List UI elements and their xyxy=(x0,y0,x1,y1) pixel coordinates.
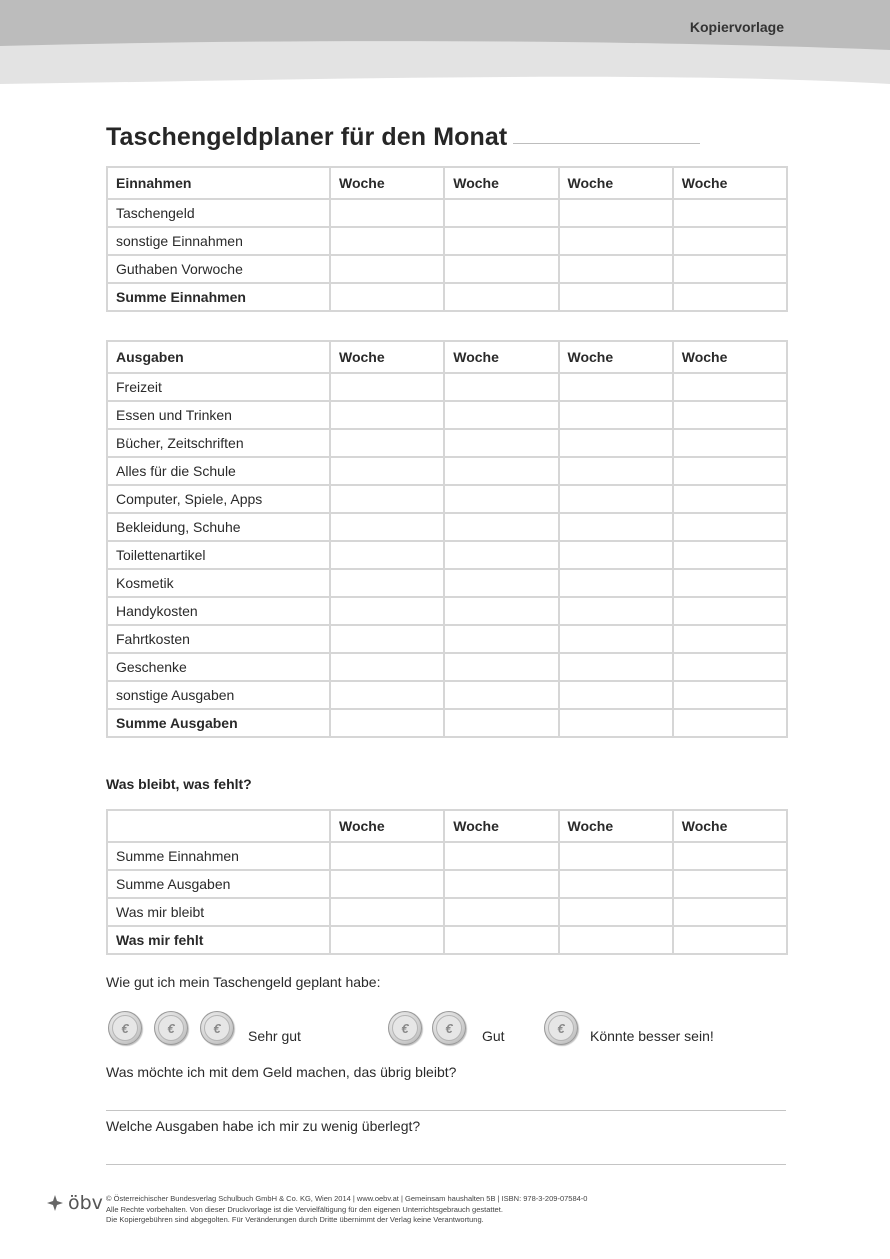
input-cell[interactable] xyxy=(559,597,673,625)
logo-text: öbv xyxy=(68,1192,103,1214)
input-cell[interactable] xyxy=(330,485,444,513)
input-cell[interactable] xyxy=(559,255,673,283)
input-cell[interactable] xyxy=(444,457,558,485)
input-cell[interactable] xyxy=(330,569,444,597)
input-cell[interactable] xyxy=(673,255,787,283)
input-cell[interactable] xyxy=(330,429,444,457)
row-label: Fahrtkosten xyxy=(107,625,330,653)
input-cell[interactable] xyxy=(673,681,787,709)
input-cell[interactable] xyxy=(330,227,444,255)
input-cell[interactable] xyxy=(330,597,444,625)
coin-icon[interactable] xyxy=(432,1011,466,1045)
footer-line: Die Kopiergebühren sind abgegolten. Für Veränderungen durch Dritte übernimmt der Verlag keine Verantwortung. xyxy=(106,1215,484,1224)
input-cell[interactable] xyxy=(330,457,444,485)
table-row xyxy=(107,485,787,513)
week-header-cell: Woche xyxy=(330,167,444,199)
coin-icon[interactable] xyxy=(200,1011,234,1045)
table-row xyxy=(107,401,787,429)
footer-line: Alle Rechte vorbehalten. Von dieser Druckvorlage ist die Vervielfältigung für den eigenen Unterrichtsgebrauch gestattet. xyxy=(106,1204,503,1214)
input-cell[interactable] xyxy=(444,429,558,457)
row-label: Kosmetik xyxy=(107,569,330,597)
input-cell[interactable] xyxy=(444,541,558,569)
table-row xyxy=(107,457,787,485)
input-cell[interactable] xyxy=(444,485,558,513)
coin-icon[interactable] xyxy=(154,1011,188,1045)
input-cell[interactable] xyxy=(330,541,444,569)
expenses-header-cell: Ausgaben xyxy=(107,341,330,373)
input-cell[interactable] xyxy=(444,373,558,401)
table-row xyxy=(107,373,787,401)
copy-template-label: Kopiervorlage xyxy=(689,19,784,35)
question-unplanned-expenses: Welche Ausgaben habe ich mir zu wenig überlegt? xyxy=(106,1118,421,1134)
input-cell[interactable] xyxy=(444,709,558,737)
input-cell[interactable] xyxy=(673,199,787,227)
week-header-cell: Woche xyxy=(444,810,558,842)
euro-icon: € xyxy=(112,1015,138,1041)
publisher-logo xyxy=(46,1192,103,1214)
euro-icon: € xyxy=(392,1015,418,1041)
week-header-cell: Woche xyxy=(444,341,558,373)
input-cell[interactable] xyxy=(330,709,444,737)
income-header-row xyxy=(107,167,787,199)
input-cell[interactable] xyxy=(330,199,444,227)
input-cell[interactable] xyxy=(673,842,787,870)
table-row xyxy=(107,597,787,625)
row-label: Was mir fehlt xyxy=(107,926,330,954)
coin-icon[interactable] xyxy=(388,1011,422,1045)
input-cell[interactable] xyxy=(330,283,444,311)
input-cell[interactable] xyxy=(673,373,787,401)
rating-question: Wie gut ich mein Taschengeld geplant habe: xyxy=(106,974,381,990)
row-label: Guthaben Vorwoche xyxy=(107,255,330,283)
input-cell[interactable] xyxy=(444,569,558,597)
input-cell[interactable] xyxy=(559,569,673,597)
answer-line[interactable] xyxy=(106,1110,786,1111)
table-row xyxy=(107,842,787,870)
input-cell[interactable] xyxy=(444,597,558,625)
rating-could-be-better-label: Könnte besser sein! xyxy=(590,1028,714,1044)
table-row xyxy=(107,541,787,569)
row-label: Summe Ausgaben xyxy=(107,709,330,737)
row-label: Essen und Trinken xyxy=(107,401,330,429)
row-label: Alles für die Schule xyxy=(107,457,330,485)
remainder-table xyxy=(106,809,788,955)
table-row xyxy=(107,898,787,926)
input-cell[interactable] xyxy=(330,842,444,870)
input-cell[interactable] xyxy=(559,541,673,569)
table-row xyxy=(107,681,787,709)
table-row xyxy=(107,653,787,681)
euro-icon: € xyxy=(436,1015,462,1041)
input-cell[interactable] xyxy=(673,625,787,653)
input-cell[interactable] xyxy=(444,283,558,311)
row-label: Toilettenartikel xyxy=(107,541,330,569)
input-cell[interactable] xyxy=(673,485,787,513)
week-header-cell: Woche xyxy=(559,167,673,199)
input-cell[interactable] xyxy=(559,457,673,485)
input-cell[interactable] xyxy=(330,625,444,653)
week-header-cell: Woche xyxy=(559,341,673,373)
row-label: Summe Einnahmen xyxy=(107,283,330,311)
input-cell[interactable] xyxy=(444,255,558,283)
input-cell[interactable] xyxy=(330,513,444,541)
euro-icon: € xyxy=(158,1015,184,1041)
expenses-table xyxy=(106,340,788,738)
input-cell[interactable] xyxy=(330,401,444,429)
input-cell[interactable] xyxy=(559,870,673,898)
input-cell[interactable] xyxy=(673,429,787,457)
row-label: Taschengeld xyxy=(107,199,330,227)
input-cell[interactable] xyxy=(444,227,558,255)
input-cell[interactable] xyxy=(673,457,787,485)
input-cell[interactable] xyxy=(330,373,444,401)
input-cell[interactable] xyxy=(559,625,673,653)
table-row xyxy=(107,255,787,283)
input-cell[interactable] xyxy=(444,199,558,227)
rating-good-label: Gut xyxy=(482,1028,505,1044)
row-label: Was mir bleibt xyxy=(107,898,330,926)
table-row xyxy=(107,429,787,457)
row-label: sonstige Einnahmen xyxy=(107,227,330,255)
input-cell[interactable] xyxy=(444,842,558,870)
input-cell[interactable] xyxy=(673,401,787,429)
rating-very-good-label: Sehr gut xyxy=(248,1028,301,1044)
question-leftover-money: Was möchte ich mit dem Geld machen, das übrig bleibt? xyxy=(106,1064,457,1080)
week-header-cell: Woche xyxy=(559,810,673,842)
week-header-cell: Woche xyxy=(330,341,444,373)
input-cell[interactable] xyxy=(330,870,444,898)
row-label: Freizeit xyxy=(107,373,330,401)
input-cell[interactable] xyxy=(673,898,787,926)
table-row xyxy=(107,283,787,311)
input-cell[interactable] xyxy=(559,709,673,737)
input-cell[interactable] xyxy=(673,926,787,954)
input-cell[interactable] xyxy=(559,373,673,401)
input-cell[interactable] xyxy=(559,283,673,311)
empty-header-cell xyxy=(107,810,330,842)
input-cell[interactable] xyxy=(444,401,558,429)
input-cell[interactable] xyxy=(673,569,787,597)
footer-line: © Österreichischer Bundesverlag Schulbuch GmbH & Co. KG, Wien 2014 | www.oebv.at | Gemeinsam haushalten 5B | ISBN: 978-3-209-07584-0 xyxy=(106,1194,588,1203)
row-label: Summe Einnahmen xyxy=(107,842,330,870)
input-cell[interactable] xyxy=(673,227,787,255)
input-cell[interactable] xyxy=(559,898,673,926)
table-row xyxy=(107,199,787,227)
input-cell[interactable] xyxy=(673,870,787,898)
input-cell[interactable] xyxy=(559,513,673,541)
coin-icon[interactable] xyxy=(108,1011,142,1045)
input-cell[interactable] xyxy=(444,653,558,681)
input-cell[interactable] xyxy=(559,485,673,513)
input-cell[interactable] xyxy=(444,513,558,541)
week-header-cell: Woche xyxy=(673,810,787,842)
input-cell[interactable] xyxy=(559,199,673,227)
input-cell[interactable] xyxy=(444,870,558,898)
input-cell[interactable] xyxy=(330,653,444,681)
month-blank-line xyxy=(513,143,700,144)
input-cell[interactable] xyxy=(444,681,558,709)
input-cell[interactable] xyxy=(559,653,673,681)
input-cell[interactable] xyxy=(559,401,673,429)
table-row xyxy=(107,625,787,653)
row-label: Bekleidung, Schuhe xyxy=(107,513,330,541)
remainder-header-row xyxy=(107,810,787,842)
table-row xyxy=(107,870,787,898)
row-label: Bücher, Zeitschriften xyxy=(107,429,330,457)
coin-icon[interactable] xyxy=(544,1011,578,1045)
week-header-cell: Woche xyxy=(673,341,787,373)
input-cell[interactable] xyxy=(330,898,444,926)
input-cell[interactable] xyxy=(444,625,558,653)
table-row xyxy=(107,709,787,737)
expenses-header-row xyxy=(107,341,787,373)
table-row xyxy=(107,569,787,597)
input-cell[interactable] xyxy=(559,429,673,457)
answer-line[interactable] xyxy=(106,1164,786,1165)
input-cell[interactable] xyxy=(559,842,673,870)
euro-icon: € xyxy=(548,1015,574,1041)
table-row xyxy=(107,926,787,954)
input-cell[interactable] xyxy=(673,513,787,541)
header-band xyxy=(0,0,890,90)
row-label: Geschenke xyxy=(107,653,330,681)
logo-mark-icon xyxy=(46,1194,64,1212)
input-cell[interactable] xyxy=(330,255,444,283)
input-cell[interactable] xyxy=(559,926,673,954)
input-cell[interactable] xyxy=(673,653,787,681)
income-table xyxy=(106,166,788,312)
table-row xyxy=(107,513,787,541)
week-header-cell: Woche xyxy=(444,167,558,199)
table-row xyxy=(107,227,787,255)
title-row xyxy=(106,118,786,152)
input-cell[interactable] xyxy=(673,709,787,737)
input-cell[interactable] xyxy=(330,681,444,709)
week-header-cell: Woche xyxy=(330,810,444,842)
footer-legal xyxy=(106,1194,587,1226)
input-cell[interactable] xyxy=(444,926,558,954)
input-cell[interactable] xyxy=(673,597,787,625)
input-cell[interactable] xyxy=(444,898,558,926)
income-header-cell: Einnahmen xyxy=(107,167,330,199)
row-label: Computer, Spiele, Apps xyxy=(107,485,330,513)
euro-icon: € xyxy=(204,1015,230,1041)
row-label: Handykosten xyxy=(107,597,330,625)
input-cell[interactable] xyxy=(559,227,673,255)
page-title: Taschengeldplaner für den Monat xyxy=(106,123,508,151)
row-label: sonstige Ausgaben xyxy=(107,681,330,709)
remainder-heading: Was bleibt, was fehlt? xyxy=(106,776,252,792)
input-cell[interactable] xyxy=(673,283,787,311)
input-cell[interactable] xyxy=(559,681,673,709)
input-cell[interactable] xyxy=(673,541,787,569)
row-label: Summe Ausgaben xyxy=(107,870,330,898)
week-header-cell: Woche xyxy=(673,167,787,199)
input-cell[interactable] xyxy=(330,926,444,954)
